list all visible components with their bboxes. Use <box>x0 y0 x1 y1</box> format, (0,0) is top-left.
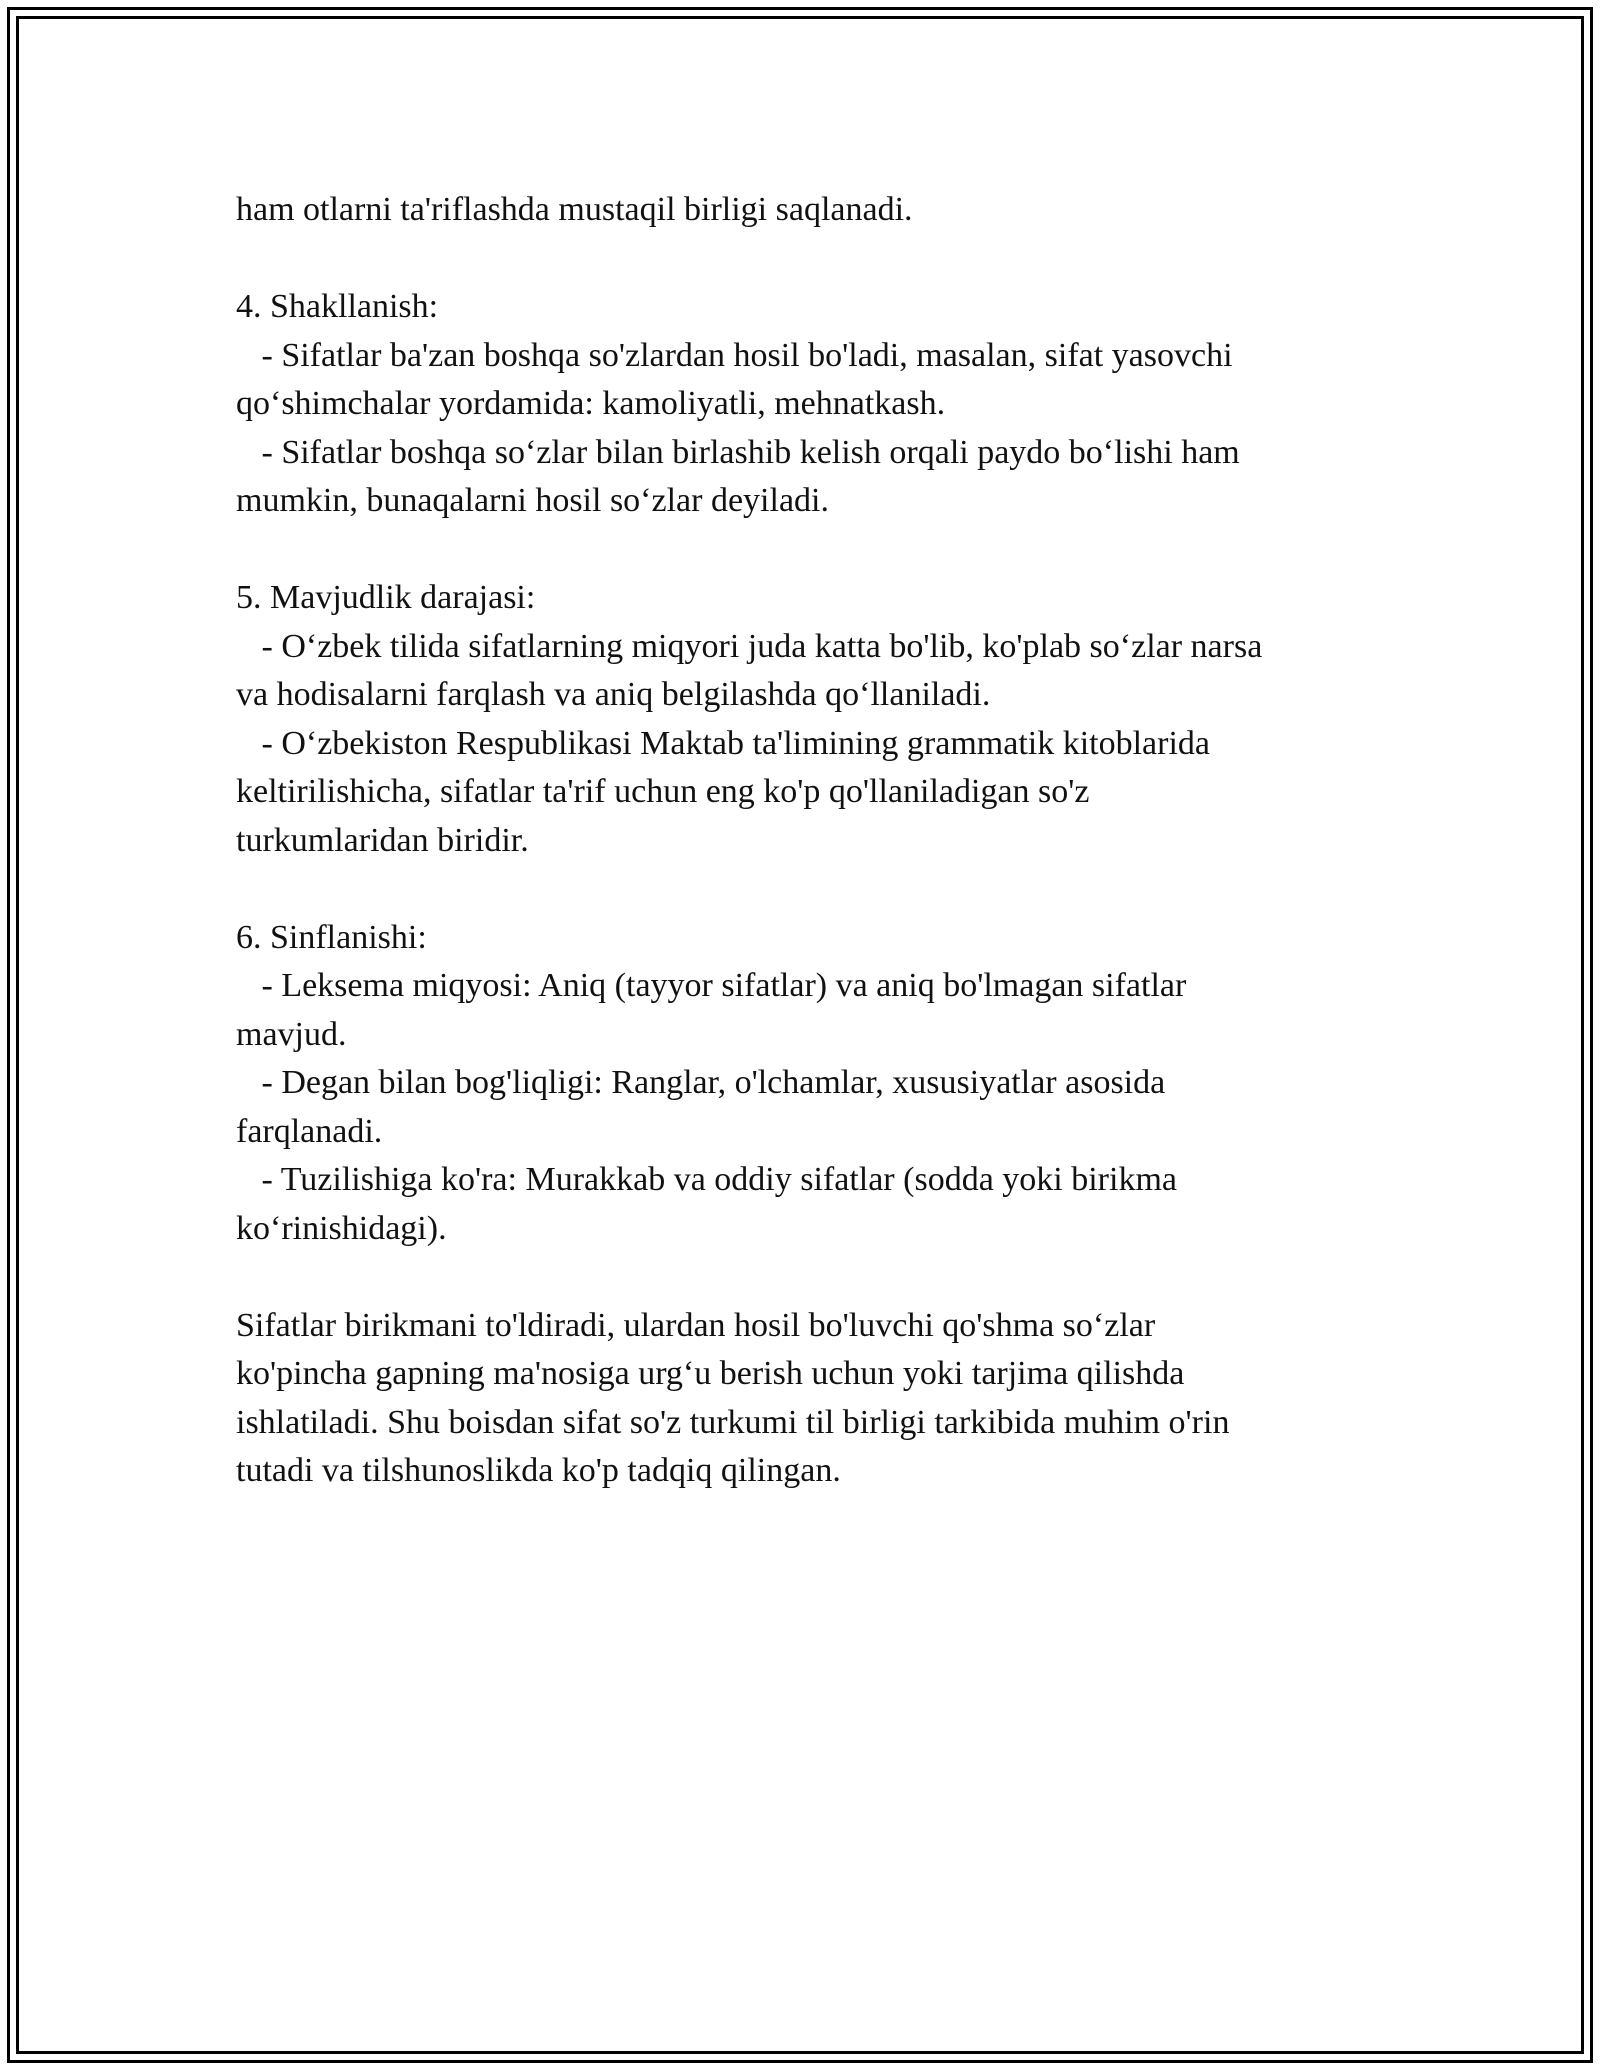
section-heading: 6. Sinflanishi: <box>236 918 427 956</box>
text-line: koʻrinishidagi). <box>236 1209 447 1247</box>
paragraph-spacer <box>236 526 1386 575</box>
section-sinflanishi <box>236 914 1386 1254</box>
text-line: - Oʻzbekiston Respublikasi Maktab ta'limining grammatik kitoblarida <box>236 724 1210 762</box>
text-line: - Degan bilan bog'liqligi: Ranglar, o'lchamlar, xususiyatlar asosida <box>236 1064 1166 1101</box>
text-line: mavjud. <box>236 1015 347 1053</box>
section-heading: 4. Shakllanish: <box>236 288 439 325</box>
text-line: tutadi va tilshunoslikda ko'p tadqiq qilingan. <box>236 1452 841 1489</box>
text-line: ko'pincha gapning ma'nosiga urgʻu berish uchun yoki tarjima qilishda <box>236 1355 1185 1392</box>
paragraph-spacer <box>236 1253 1386 1302</box>
continuation-paragraph <box>236 186 1386 235</box>
text-line: ham otlarni ta'riflashda mustaqil birligi saqlanadi. <box>236 191 913 228</box>
text-line: Sifatlar birikmani to'ldiradi, ulardan hosil bo'luvchi qo'shma soʻzlar <box>236 1306 1156 1344</box>
paragraph-spacer <box>236 865 1386 914</box>
section-mavjudlik-darajasi <box>236 574 1386 865</box>
text-line: keltirilishicha, sifatlar ta'rif uchun eng ko'p qo'llaniladigan so'z <box>236 773 1090 810</box>
section-heading: 5. Mavjudlik darajasi: <box>236 579 536 616</box>
text-line: turkumlaridan biridir. <box>236 821 529 859</box>
conclusion-paragraph <box>236 1302 1386 1496</box>
text-line: ishlatiladi. Shu boisdan sifat so'z turkumi til birligi tarkibida muhim o'rin <box>236 1403 1230 1441</box>
text-line: farqlanadi. <box>236 1112 383 1150</box>
paragraph-spacer <box>236 235 1386 284</box>
text-line: - Sifatlar ba'zan boshqa so'zlardan hosil bo'ladi, masalan, sifat yasovchi <box>236 336 1233 374</box>
text-line: mumkin, bunaqalarni hosil soʻzlar deyiladi. <box>236 482 829 519</box>
section-shakllanish <box>236 283 1386 526</box>
text-line: va hodisalarni farqlash va aniq belgilashda qoʻllaniladi. <box>236 676 991 713</box>
text-line: - Leksema miqyosi: Aniq (tayyor sifatlar) va aniq bo'lmagan sifatlar <box>236 967 1187 1004</box>
text-line: - Tuzilishiga ko'ra: Murakkab va oddiy sifatlar (sodda yoki birikma <box>236 1161 1177 1198</box>
text-line: qoʻshimchalar yordamida: kamoliyatli, mehnatkash. <box>236 385 946 422</box>
text-line: - Oʻzbek tilida sifatlarning miqyori juda katta bo'lib, ko'plab soʻzlar narsa <box>236 627 1263 665</box>
document-body <box>236 186 1386 1496</box>
text-line: - Sifatlar boshqa soʻzlar bilan birlashib kelish orqali paydo boʻlishi ham <box>236 433 1240 471</box>
